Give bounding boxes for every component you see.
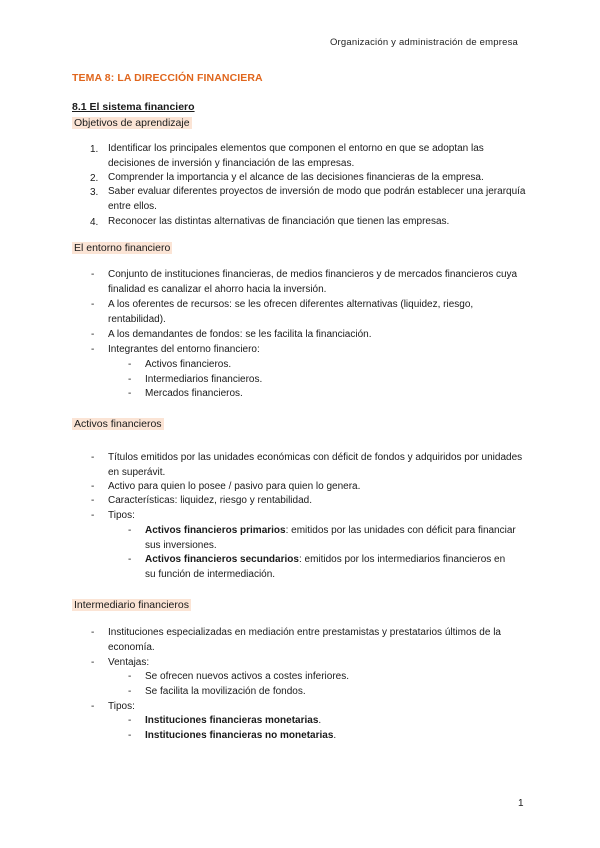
activos-tipo-name: Activos financieros primarios	[145, 525, 286, 536]
running-header: Organización y administración de empresa	[329, 37, 518, 48]
activos-item: Características: liquidez, riesgo y rentabilidad.	[108, 495, 312, 506]
objective-item: Reconocer las distintas alternativas de financiación que tienen las empresas.	[108, 216, 450, 227]
dash-bullet: -	[91, 510, 95, 521]
entorno-item: Integrantes del entorno financiero:	[108, 344, 260, 355]
dash-bullet: -	[128, 388, 132, 399]
dash-bullet: -	[91, 299, 95, 310]
section-title: 8.1 El sistema financiero	[72, 101, 195, 113]
entorno-item: A los demandantes de fondos: se les facilita la financiación.	[108, 329, 372, 340]
list-number: 4.	[90, 217, 99, 228]
topic-title: TEMA 8: LA DIRECCIÓN FINANCIERA	[72, 72, 263, 84]
activos-item: Activo para quien lo posee / pasivo para quien lo genera.	[108, 481, 361, 492]
ventaja-item: Se ofrecen nuevos activos a costes inferiores.	[145, 671, 349, 682]
dash-bullet: -	[128, 374, 132, 385]
activos-tipo	[145, 524, 530, 553]
activos-tipo	[145, 553, 510, 582]
entorno-subitem: Intermediarios financieros.	[145, 374, 263, 385]
dash-bullet: -	[128, 671, 132, 682]
dash-bullet: -	[91, 481, 95, 492]
objective-item: Identificar los principales elementos que componen el entorno en que se adoptan las decisiones de inversión y financiación de las empresas.	[108, 143, 484, 169]
dash-bullet: -	[128, 730, 132, 741]
list-number: 1.	[90, 144, 99, 155]
objective-item: Comprender la importancia y el alcance de las decisiones financieras de la empresa.	[108, 172, 484, 183]
intermediario-tipo-name: Instituciones financieras monetarias	[145, 715, 319, 726]
dash-bullet: -	[128, 686, 132, 697]
dash-bullet: -	[128, 554, 132, 565]
intermediario-tipo-name: Instituciones financieras no monetarias	[145, 730, 334, 741]
activos-item: Tipos:	[108, 510, 135, 521]
intermediario-tipo-end: .	[333, 730, 337, 741]
dash-bullet: -	[91, 329, 95, 340]
activos-tipo-name: Activos financieros secundarios	[145, 554, 299, 565]
intermediario-tipo-end: .	[318, 715, 322, 726]
entorno-subitem: Activos financieros.	[145, 359, 232, 370]
intermediario-heading: Intermediario financieros	[74, 599, 189, 611]
dash-bullet: -	[91, 452, 95, 463]
intermediario-item: Tipos:	[108, 701, 135, 712]
dash-bullet: -	[91, 269, 95, 280]
entorno-item: A los oferentes de recursos: se les ofrecen diferentes alternativas (liquidez, riesgo, rentabilidad).	[108, 299, 474, 325]
activos-heading: Activos financieros	[74, 418, 162, 430]
intermediario-item: Ventajas:	[108, 657, 150, 668]
intermediario-tipo	[145, 729, 336, 744]
objectives-heading: Objetivos de aprendizaje	[74, 117, 190, 129]
activos-tipo-desc: : emitidos por los intermediarios financieros en su función de intermediación.	[145, 554, 506, 580]
objective-item: Saber evaluar diferentes proyectos de inversión de modo que podrán establecer una jerarquía entre ellos.	[108, 186, 526, 212]
dash-bullet: -	[91, 344, 95, 355]
dash-bullet: -	[91, 495, 95, 506]
intermediario-item: Instituciones especializadas en mediación entre prestamistas y prestatarios últimos de la economía.	[108, 627, 501, 653]
intermediario-tipo	[145, 714, 321, 729]
dash-bullet: -	[128, 525, 132, 536]
activos-item: Títulos emitidos por las unidades económicas con déficit de fondos y adquiridos por unidades en superávit.	[108, 452, 523, 478]
entorno-item: Conjunto de instituciones financieras, de medios financieros y de mercados financieros cuya finalidad es canalizar el ahorro hacia la inversión.	[108, 269, 518, 295]
list-number: 3.	[90, 187, 99, 198]
entorno-heading: El entorno financiero	[74, 242, 171, 254]
dash-bullet: -	[91, 627, 95, 638]
dash-bullet: -	[128, 715, 132, 726]
page-number: 1	[518, 798, 524, 809]
dash-bullet: -	[91, 657, 95, 668]
list-number: 2.	[90, 173, 99, 184]
entorno-subitem: Mercados financieros.	[145, 388, 243, 399]
dash-bullet: -	[128, 359, 132, 370]
ventaja-item: Se facilita la movilización de fondos.	[145, 686, 306, 697]
activos-tipo-desc: : emitidos por las unidades con déficit para financiar sus inversiones.	[145, 525, 516, 551]
dash-bullet: -	[91, 701, 95, 712]
